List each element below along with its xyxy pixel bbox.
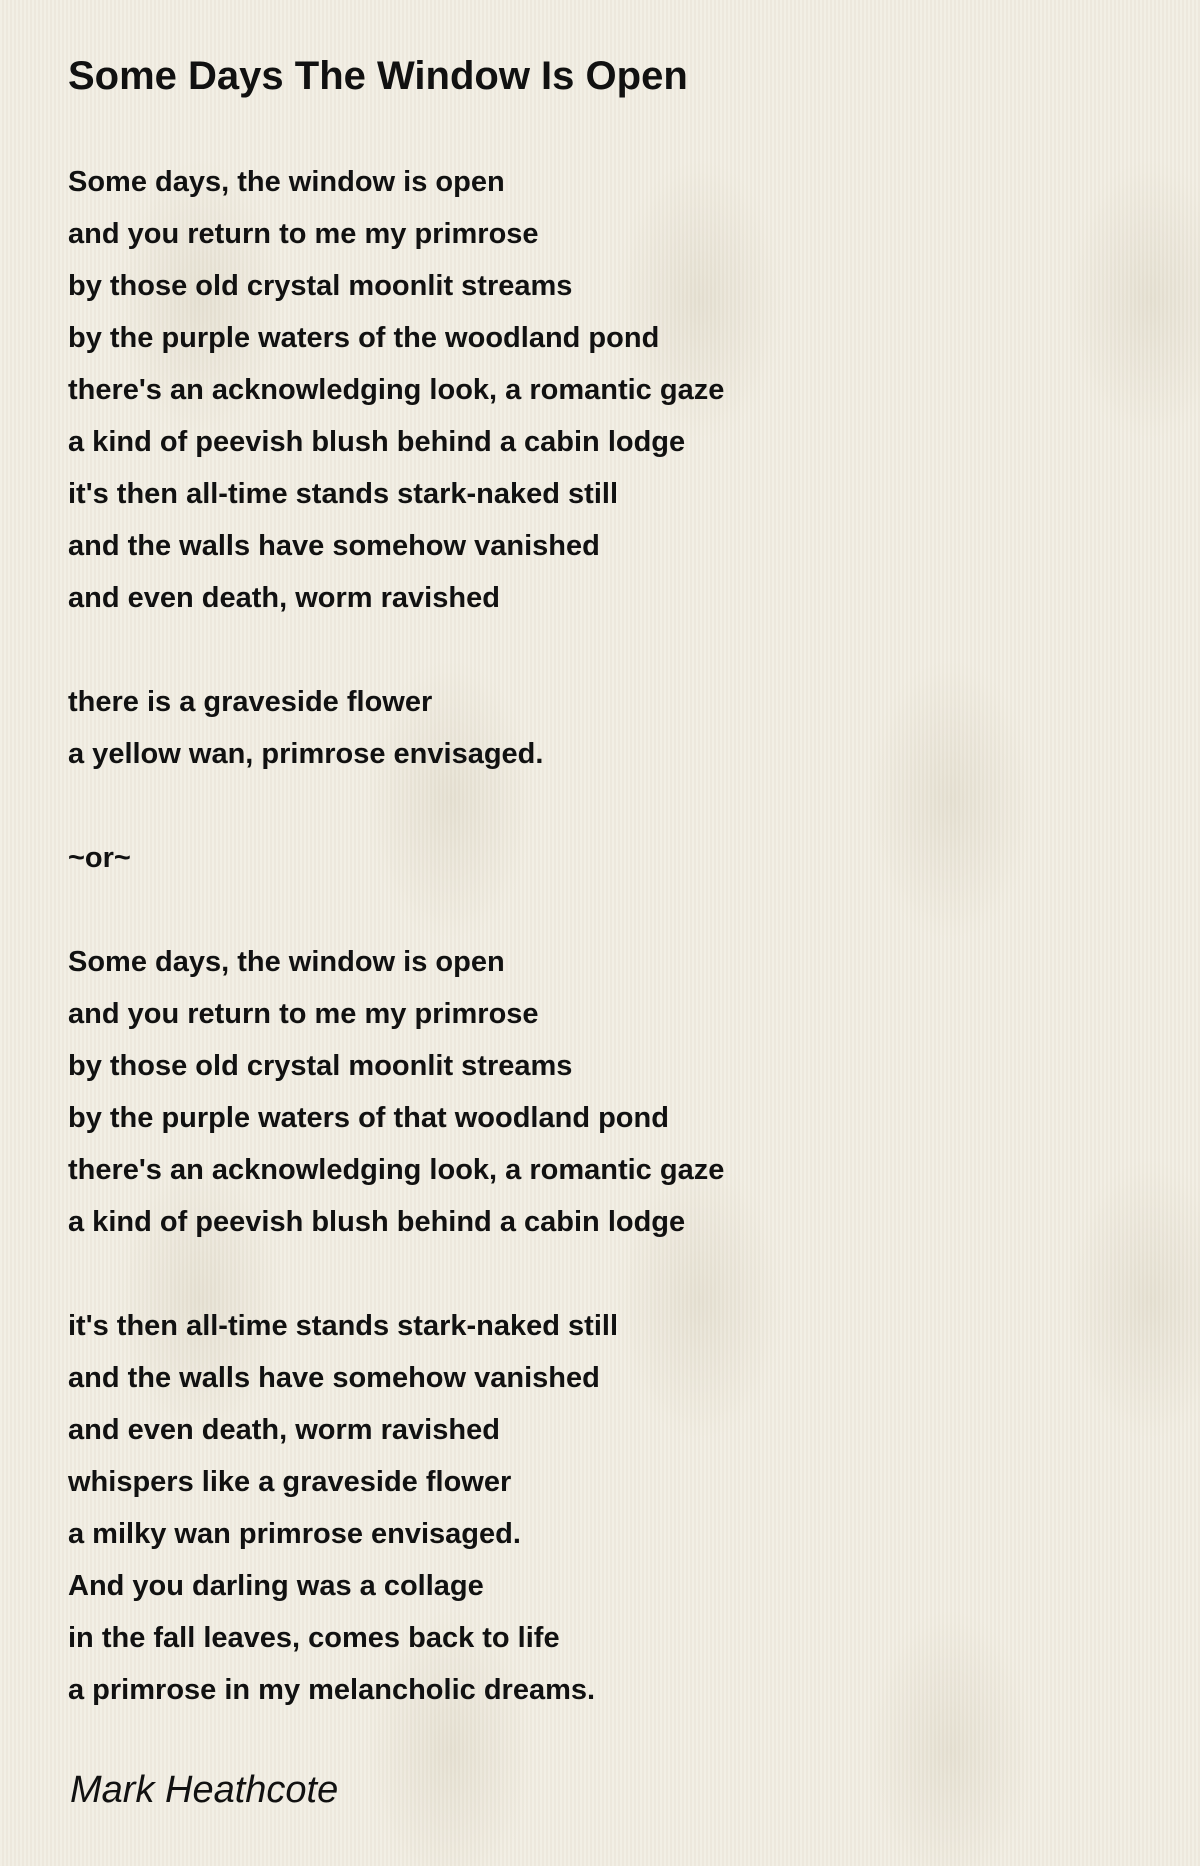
poem-line: it's then all-time stands stark-naked still (68, 478, 618, 510)
poem-line: Some days, the window is open (68, 946, 505, 978)
poem-line: Some days, the window is open (68, 166, 505, 198)
poem-line: whispers like a graveside flower (68, 1466, 512, 1498)
stanza-2 (68, 676, 1148, 780)
stanza-break (68, 884, 1148, 936)
stanza-4 (68, 936, 1148, 1248)
stanza-5 (68, 1300, 1148, 1716)
poem-body (68, 156, 1148, 1716)
poem-line: ~or~ (68, 842, 131, 874)
stanza-break (68, 1248, 1148, 1300)
poem-line: by those old crystal moonlit streams (68, 270, 573, 302)
poem-line: and even death, worm ravished (68, 1414, 500, 1446)
poem-line: there's an acknowledging look, a romantic gaze (68, 1154, 725, 1186)
poem-line: And you darling was a collage (68, 1570, 484, 1602)
poem-line: and the walls have somehow vanished (68, 1362, 600, 1394)
stanza-3 (68, 832, 1148, 884)
poem-line: a yellow wan, primrose envisaged. (68, 738, 544, 770)
poem-line: and you return to me my primrose (68, 998, 539, 1030)
poem-line: there is a graveside flower (68, 686, 433, 718)
poem-line: and the walls have somehow vanished (68, 530, 600, 562)
stanza-break (68, 624, 1148, 676)
stanza-break (68, 780, 1148, 832)
poem-title: Some Days The Window Is Open (68, 54, 688, 98)
poem-author: Mark Heathcote (70, 1769, 339, 1811)
poem-line: by the purple waters of that woodland pond (68, 1102, 669, 1134)
poem-line: there's an acknowledging look, a romantic gaze (68, 374, 725, 406)
poem-line: by those old crystal moonlit streams (68, 1050, 573, 1082)
poem-line: and even death, worm ravished (68, 582, 500, 614)
poem-line: by the purple waters of the woodland pond (68, 322, 660, 354)
poem-line: it's then all-time stands stark-naked still (68, 1310, 618, 1342)
poem-line: and you return to me my primrose (68, 218, 539, 250)
poem-line: a milky wan primrose envisaged. (68, 1518, 521, 1550)
poem-line: a kind of peevish blush behind a cabin lodge (68, 1206, 686, 1238)
poem-line: in the fall leaves, comes back to life (68, 1622, 560, 1654)
poem-line: a primrose in my melancholic dreams. (68, 1674, 596, 1706)
poem-page (68, 48, 1148, 1716)
stanza-1 (68, 156, 1148, 624)
poem-line: a kind of peevish blush behind a cabin lodge (68, 426, 686, 458)
